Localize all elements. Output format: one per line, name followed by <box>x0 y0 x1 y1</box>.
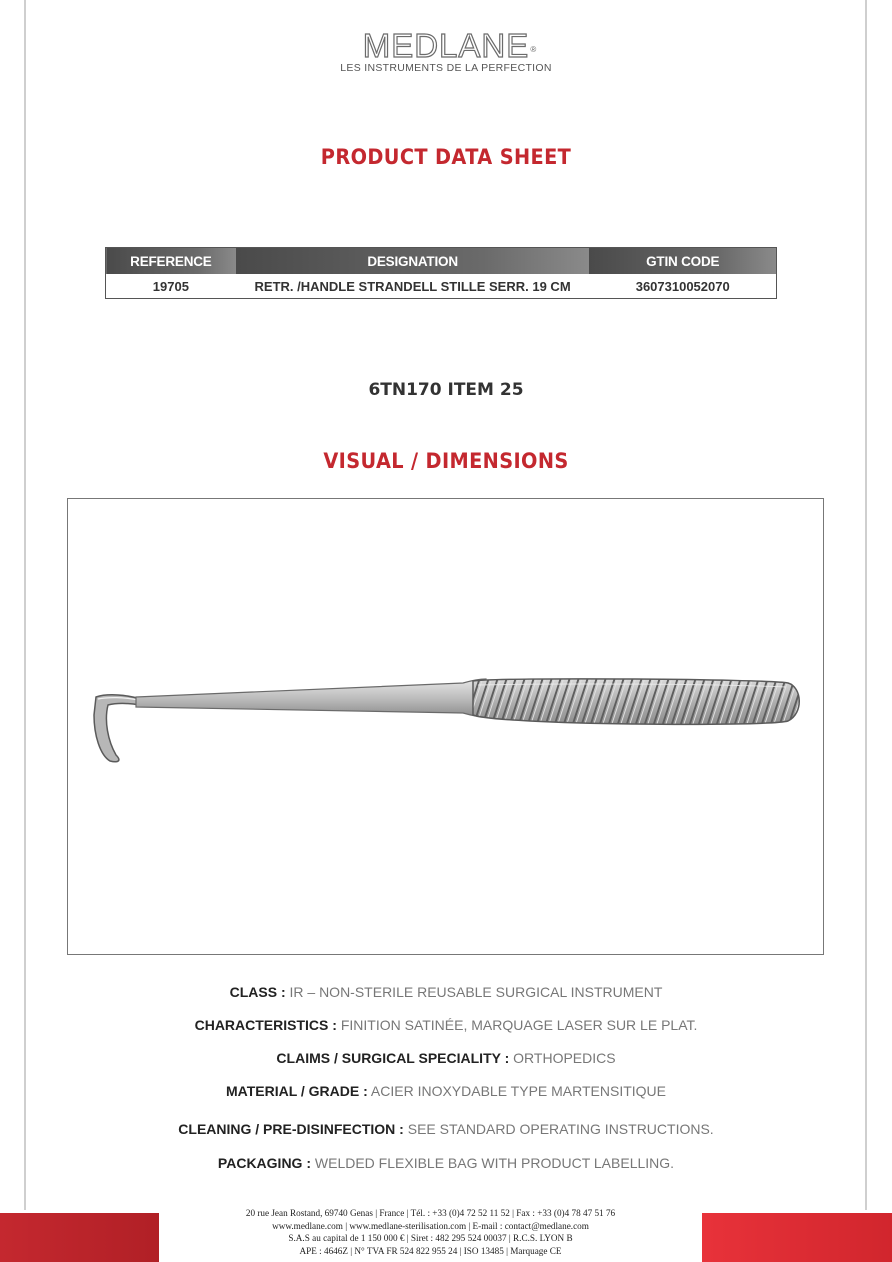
visual-dimensions-heading: VISUAL / DIMENSIONS <box>323 449 569 473</box>
footer-red-bar-left <box>0 1213 159 1262</box>
footer-company-info: S.A.S au capital de 1 150 000 € | Siret : 482 295 524 00037 | R.C.S. LYON B <box>288 1233 573 1243</box>
spec-cleaning <box>0 1121 892 1137</box>
footer-red-bar-right <box>702 1213 892 1262</box>
reference-table <box>105 247 777 299</box>
cell-reference: 19705 <box>152 278 189 294</box>
retractor-illustration <box>68 499 825 956</box>
spec-characteristics-label: CHARACTERISTICS : <box>194 1017 337 1033</box>
product-data-sheet-heading: PRODUCT DATA SHEET <box>320 145 572 169</box>
spec-cleaning-value: SEE STANDARD OPERATING INSTRUCTIONS. <box>403 1121 714 1137</box>
spec-claims-value: ORTHOPEDICS <box>509 1050 616 1066</box>
table-header-row <box>106 248 777 275</box>
spec-characteristics-value: FINITION SATINÉE, MARQUAGE LASER SUR LE PLAT. <box>336 1017 698 1033</box>
spec-material-value: ACIER INOXYDABLE TYPE MARTENSITIQUE <box>367 1083 667 1099</box>
cell-gtin-code: 3607310052070 <box>635 278 730 294</box>
spec-claims <box>0 1050 892 1066</box>
spec-claims-label: CLAIMS / SURGICAL SPECIALITY : <box>276 1050 510 1066</box>
logo-wordmark-text: MEDLANE <box>362 27 530 64</box>
spec-class-value: IR – NON-STERILE REUSABLE SURGICAL INSTRUMENT <box>285 984 663 1000</box>
retractor-shaft <box>136 679 486 717</box>
header-designation: DESIGNATION <box>236 248 590 275</box>
logo-wordmark <box>362 27 538 64</box>
spec-packaging <box>0 1155 892 1171</box>
spec-packaging-value: WELDED FLEXIBLE BAG WITH PRODUCT LABELLING. <box>311 1155 675 1171</box>
retractor-hook <box>94 695 140 762</box>
spec-characteristics <box>0 1017 892 1033</box>
spec-material <box>0 1083 892 1099</box>
footer-registration: APE : 4646Z | N° TVA FR 524 822 955 24 | ISO 13485 | Marquage CE <box>299 1245 562 1256</box>
cell-designation: RETR. /HANDLE STRANDELL STILLE SERR. 19 CM <box>254 278 571 294</box>
product-visual-frame <box>67 498 824 955</box>
spec-packaging-label: PACKAGING : <box>217 1155 311 1171</box>
table-row <box>106 274 777 299</box>
spec-material-label: MATERIAL / GRADE : <box>225 1083 368 1099</box>
spec-class-label: CLASS : <box>229 984 286 1000</box>
footer-address: 20 rue Jean Rostand, 69740 Genas | France | Tél. : +33 (0)4 72 52 11 52 | Fax : +33 (0)4 78 47 51 76 <box>245 1208 616 1218</box>
item-code: 6TN170 ITEM 25 <box>368 380 524 400</box>
footer-contact <box>159 1207 702 1257</box>
header-reference: REFERENCE <box>106 248 236 275</box>
logo-tagline: LES INSTRUMENTS DE LA PERFECTION <box>340 62 552 74</box>
footer-websites: www.medlane.com | www.medlane-sterilisation.com | E-mail : contact@medlane.com <box>272 1220 589 1231</box>
header-gtin-code: GTIN CODE <box>589 248 776 275</box>
spec-class <box>0 984 892 1000</box>
logo-registered-mark: ® <box>530 45 538 54</box>
medlane-logo <box>0 28 892 74</box>
spec-cleaning-label: CLEANING / PRE-DISINFECTION : <box>178 1121 404 1137</box>
